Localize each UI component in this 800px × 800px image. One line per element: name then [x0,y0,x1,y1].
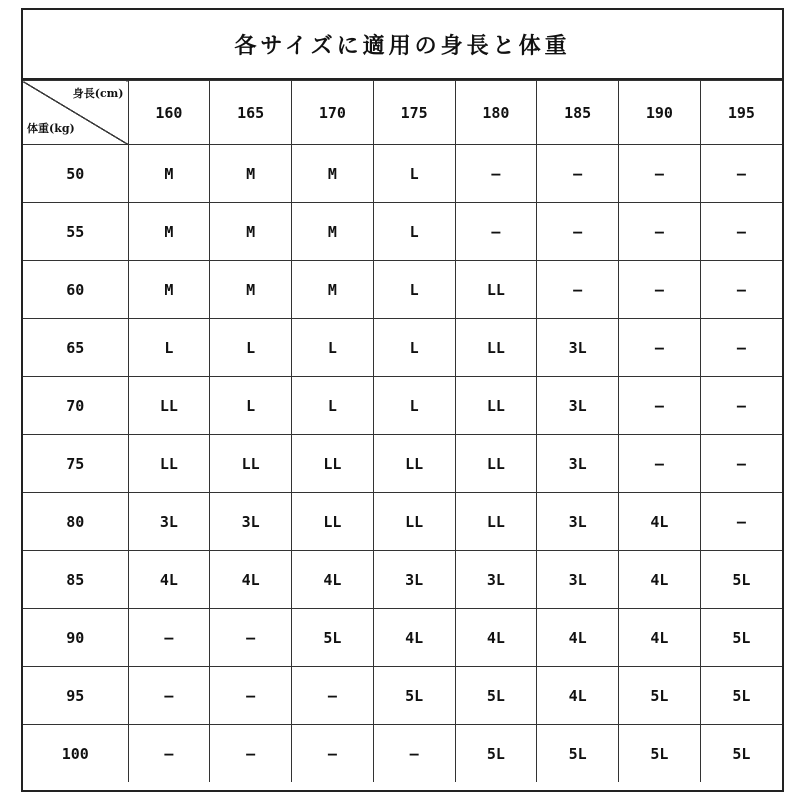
size-cell: – [619,261,701,319]
size-cell: L [373,261,455,319]
size-cell: – [455,145,537,203]
size-cell: 3L [537,493,619,551]
height-header-180: 180 [455,81,537,145]
size-cell: LL [292,493,374,551]
size-cell: L [373,145,455,203]
size-cell: – [700,435,782,493]
size-cell: 5L [619,725,701,783]
size-cell: – [537,145,619,203]
size-cell: 4L [537,667,619,725]
size-table [23,80,782,782]
height-header-165: 165 [210,81,292,145]
size-cell: – [210,667,292,725]
size-cell: LL [128,435,210,493]
size-cell: – [210,725,292,783]
size-cell: LL [210,435,292,493]
size-cell: 3L [537,551,619,609]
size-cell: 3L [128,493,210,551]
size-cell: M [210,203,292,261]
height-header-175: 175 [373,81,455,145]
size-cell: 4L [210,551,292,609]
table-row [23,377,782,435]
size-cell: – [619,319,701,377]
size-cell: LL [373,435,455,493]
size-cell: L [128,319,210,377]
size-cell: – [700,493,782,551]
weight-cell: 85 [23,551,128,609]
weight-cell: 60 [23,261,128,319]
size-cell: – [619,145,701,203]
corner-cell [23,81,128,145]
height-header-160: 160 [128,81,210,145]
size-cell: 4L [373,609,455,667]
size-chart [21,8,784,792]
size-cell: – [700,203,782,261]
size-cell: 4L [455,609,537,667]
height-axis-label: 身長(cm) [72,87,124,100]
size-cell: 5L [700,551,782,609]
size-cell: LL [128,377,210,435]
weight-cell: 70 [23,377,128,435]
height-header-190: 190 [619,81,701,145]
table-row [23,319,782,377]
weight-axis-label: 体重(kg) [27,122,75,135]
height-header-170: 170 [292,81,374,145]
size-cell: LL [455,261,537,319]
size-cell: – [537,203,619,261]
size-cell: 4L [292,551,374,609]
size-cell: LL [373,493,455,551]
table-row [23,145,782,203]
size-cell: 4L [619,551,701,609]
size-cell: – [537,261,619,319]
size-cell: 5L [455,667,537,725]
size-cell: – [292,667,374,725]
weight-cell: 55 [23,203,128,261]
size-cell: 5L [537,725,619,783]
size-cell: LL [292,435,374,493]
size-cell: – [128,725,210,783]
size-cell: M [292,203,374,261]
size-cell: – [128,609,210,667]
size-cell: – [619,435,701,493]
weight-cell: 100 [23,725,128,783]
size-cell: – [128,667,210,725]
size-cell: L [373,203,455,261]
table-row [23,609,782,667]
size-cell: L [373,319,455,377]
size-cell: – [619,203,701,261]
size-cell: – [700,377,782,435]
size-cell: 5L [619,667,701,725]
size-cell: L [292,377,374,435]
size-cell: – [210,609,292,667]
size-cell: LL [455,435,537,493]
size-cell: – [292,725,374,783]
size-cell: 4L [619,609,701,667]
size-cell: M [210,261,292,319]
size-cell: M [128,261,210,319]
size-cell: 5L [292,609,374,667]
height-header-185: 185 [537,81,619,145]
size-cell: LL [455,319,537,377]
size-cell: M [128,203,210,261]
weight-cell: 95 [23,667,128,725]
size-cell: 5L [700,725,782,783]
size-cell: 3L [537,435,619,493]
height-header-195: 195 [700,81,782,145]
size-cell: 4L [537,609,619,667]
weight-cell: 90 [23,609,128,667]
weight-cell: 75 [23,435,128,493]
size-cell: 3L [537,377,619,435]
table-row [23,667,782,725]
size-cell: – [619,377,701,435]
size-cell: 5L [373,667,455,725]
table-row [23,725,782,783]
size-cell: 4L [128,551,210,609]
size-cell: 5L [700,609,782,667]
chart-title: 各サイズに適用の身長と体重 [234,32,571,59]
title-bar [23,10,782,80]
size-cell: 3L [537,319,619,377]
size-cell: – [373,725,455,783]
size-cell: – [700,261,782,319]
header-row [23,81,782,145]
size-cell: L [210,377,292,435]
size-cell: 4L [619,493,701,551]
size-cell: L [210,319,292,377]
size-cell: M [210,145,292,203]
size-cell: L [373,377,455,435]
weight-cell: 65 [23,319,128,377]
table-row [23,203,782,261]
table-row [23,261,782,319]
size-cell: LL [455,493,537,551]
size-cell: 3L [455,551,537,609]
size-cell: M [128,145,210,203]
size-cell: 3L [373,551,455,609]
size-cell: L [292,319,374,377]
size-cell: – [455,203,537,261]
table-row [23,493,782,551]
size-cell: M [292,145,374,203]
size-cell: 5L [455,725,537,783]
table-row [23,435,782,493]
size-cell: 3L [210,493,292,551]
size-cell: LL [455,377,537,435]
size-cell: – [700,145,782,203]
weight-cell: 50 [23,145,128,203]
table-row [23,551,782,609]
weight-cell: 80 [23,493,128,551]
size-cell: – [700,319,782,377]
size-cell: 5L [700,667,782,725]
size-cell: M [292,261,374,319]
